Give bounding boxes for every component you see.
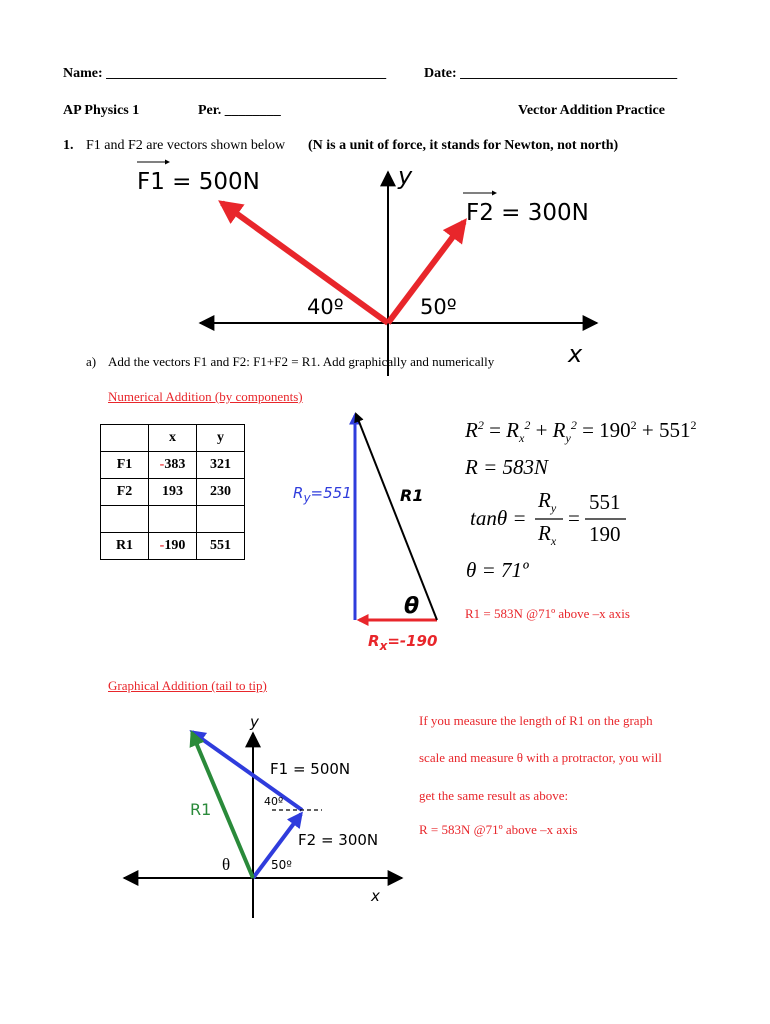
row-label (101, 506, 149, 533)
rx-label: $R_x=-190$ (368, 632, 438, 653)
minus-sign: - (159, 538, 165, 553)
row-label: F1 (101, 452, 149, 479)
graphical-note-result: R = 583N @71º above –x axis (419, 822, 578, 837)
f2-label: F2 = 300N (466, 200, 589, 226)
f1-label: F1 = 500N (137, 169, 260, 195)
graphical-y-label: y (250, 713, 259, 731)
minus-sign: - (159, 457, 165, 472)
angle-50-label: 50º (420, 295, 457, 319)
table-header-row (101, 425, 245, 452)
row-label: F2 (101, 479, 149, 506)
worksheet-title: Vector Addition Practice (518, 103, 665, 118)
graphical-f1-label: F1 = 500N (270, 760, 351, 778)
graphical-theta-label: θ (222, 855, 231, 874)
period-field-label: Per. ________ (198, 103, 281, 118)
ry-label: $R_y=551$ (293, 484, 352, 505)
theta-label: θ (404, 594, 420, 619)
y-value: 321 (197, 452, 245, 479)
equation-r-squared: $R^2 = R_x^2 + R_y^2 = 190^2 + 551^2$ (465, 418, 697, 446)
equation-tan-lhs: tanθ = (470, 506, 527, 530)
graphical-r1-label: R1 (190, 800, 212, 819)
x-axis-label: x (568, 340, 583, 368)
tan-numerator-value: 551 (589, 490, 621, 514)
table-row (101, 533, 245, 560)
date-field-label: Date: _______________________________ (424, 66, 678, 81)
graphical-angle-40-label: 40º (264, 795, 284, 808)
graphical-heading: Graphical Addition (tail to tip) (108, 678, 267, 693)
table-row (101, 506, 245, 533)
row-label: R1 (101, 533, 149, 560)
table-row (101, 452, 245, 479)
y-value: 551 (197, 533, 245, 560)
f1-vector (222, 203, 388, 323)
equation-r-result: R = 583N (465, 455, 549, 479)
graphical-x-label: x (371, 887, 380, 905)
course-name: AP Physics 1 (63, 103, 140, 118)
part-a-text: Add the vectors F1 and F2: F1+F2 = R1. Add graphically and numerically (108, 354, 495, 369)
r1-label: R1 (400, 486, 424, 505)
x-value (149, 506, 197, 533)
y-value (197, 506, 245, 533)
x-value: -383 (149, 452, 197, 479)
components-table (100, 424, 245, 560)
numerical-result: R1 = 583N @71º above –x axis (465, 606, 630, 621)
x-value: -190 (149, 533, 197, 560)
part-a-label: a) (86, 354, 97, 369)
problem-number: 1. (63, 138, 74, 153)
tan-numerator-symbolic: $R_y$ (538, 488, 557, 516)
table-header-cell: x (149, 425, 197, 452)
equals-sign: = (568, 506, 580, 530)
x-value: 193 (149, 479, 197, 506)
equation-theta-result: θ = 71º (466, 558, 529, 582)
graphical-note-line1: If you measure the length of R1 on the graph (419, 713, 653, 728)
graphical-note-line2: scale and measure θ with a protractor, you will (419, 750, 662, 765)
graphical-note-line3: get the same result as above: (419, 788, 569, 803)
table-header-cell (101, 425, 149, 452)
r1-vector (356, 414, 437, 620)
y-axis-label: y (398, 162, 413, 190)
graphical-f2-label: F2 = 300N (298, 831, 379, 849)
angle-40-label: 40º (307, 295, 344, 319)
problem-text: F1 and F2 are vectors shown below (86, 138, 286, 153)
tan-denominator-symbolic: $R_x$ (538, 521, 557, 549)
graphical-axes (124, 733, 402, 918)
tan-denominator-value: 190 (589, 522, 621, 546)
numerical-heading: Numerical Addition (by components) (108, 389, 303, 404)
name-field-label: Name: ________________________________________ (63, 66, 387, 81)
problem-note: (N is a unit of force, it stands for Newton, not north) (308, 138, 619, 153)
table-header-cell: y (197, 425, 245, 452)
table-row (101, 479, 245, 506)
graphical-angle-50-label: 50º (271, 858, 292, 872)
y-value: 230 (197, 479, 245, 506)
